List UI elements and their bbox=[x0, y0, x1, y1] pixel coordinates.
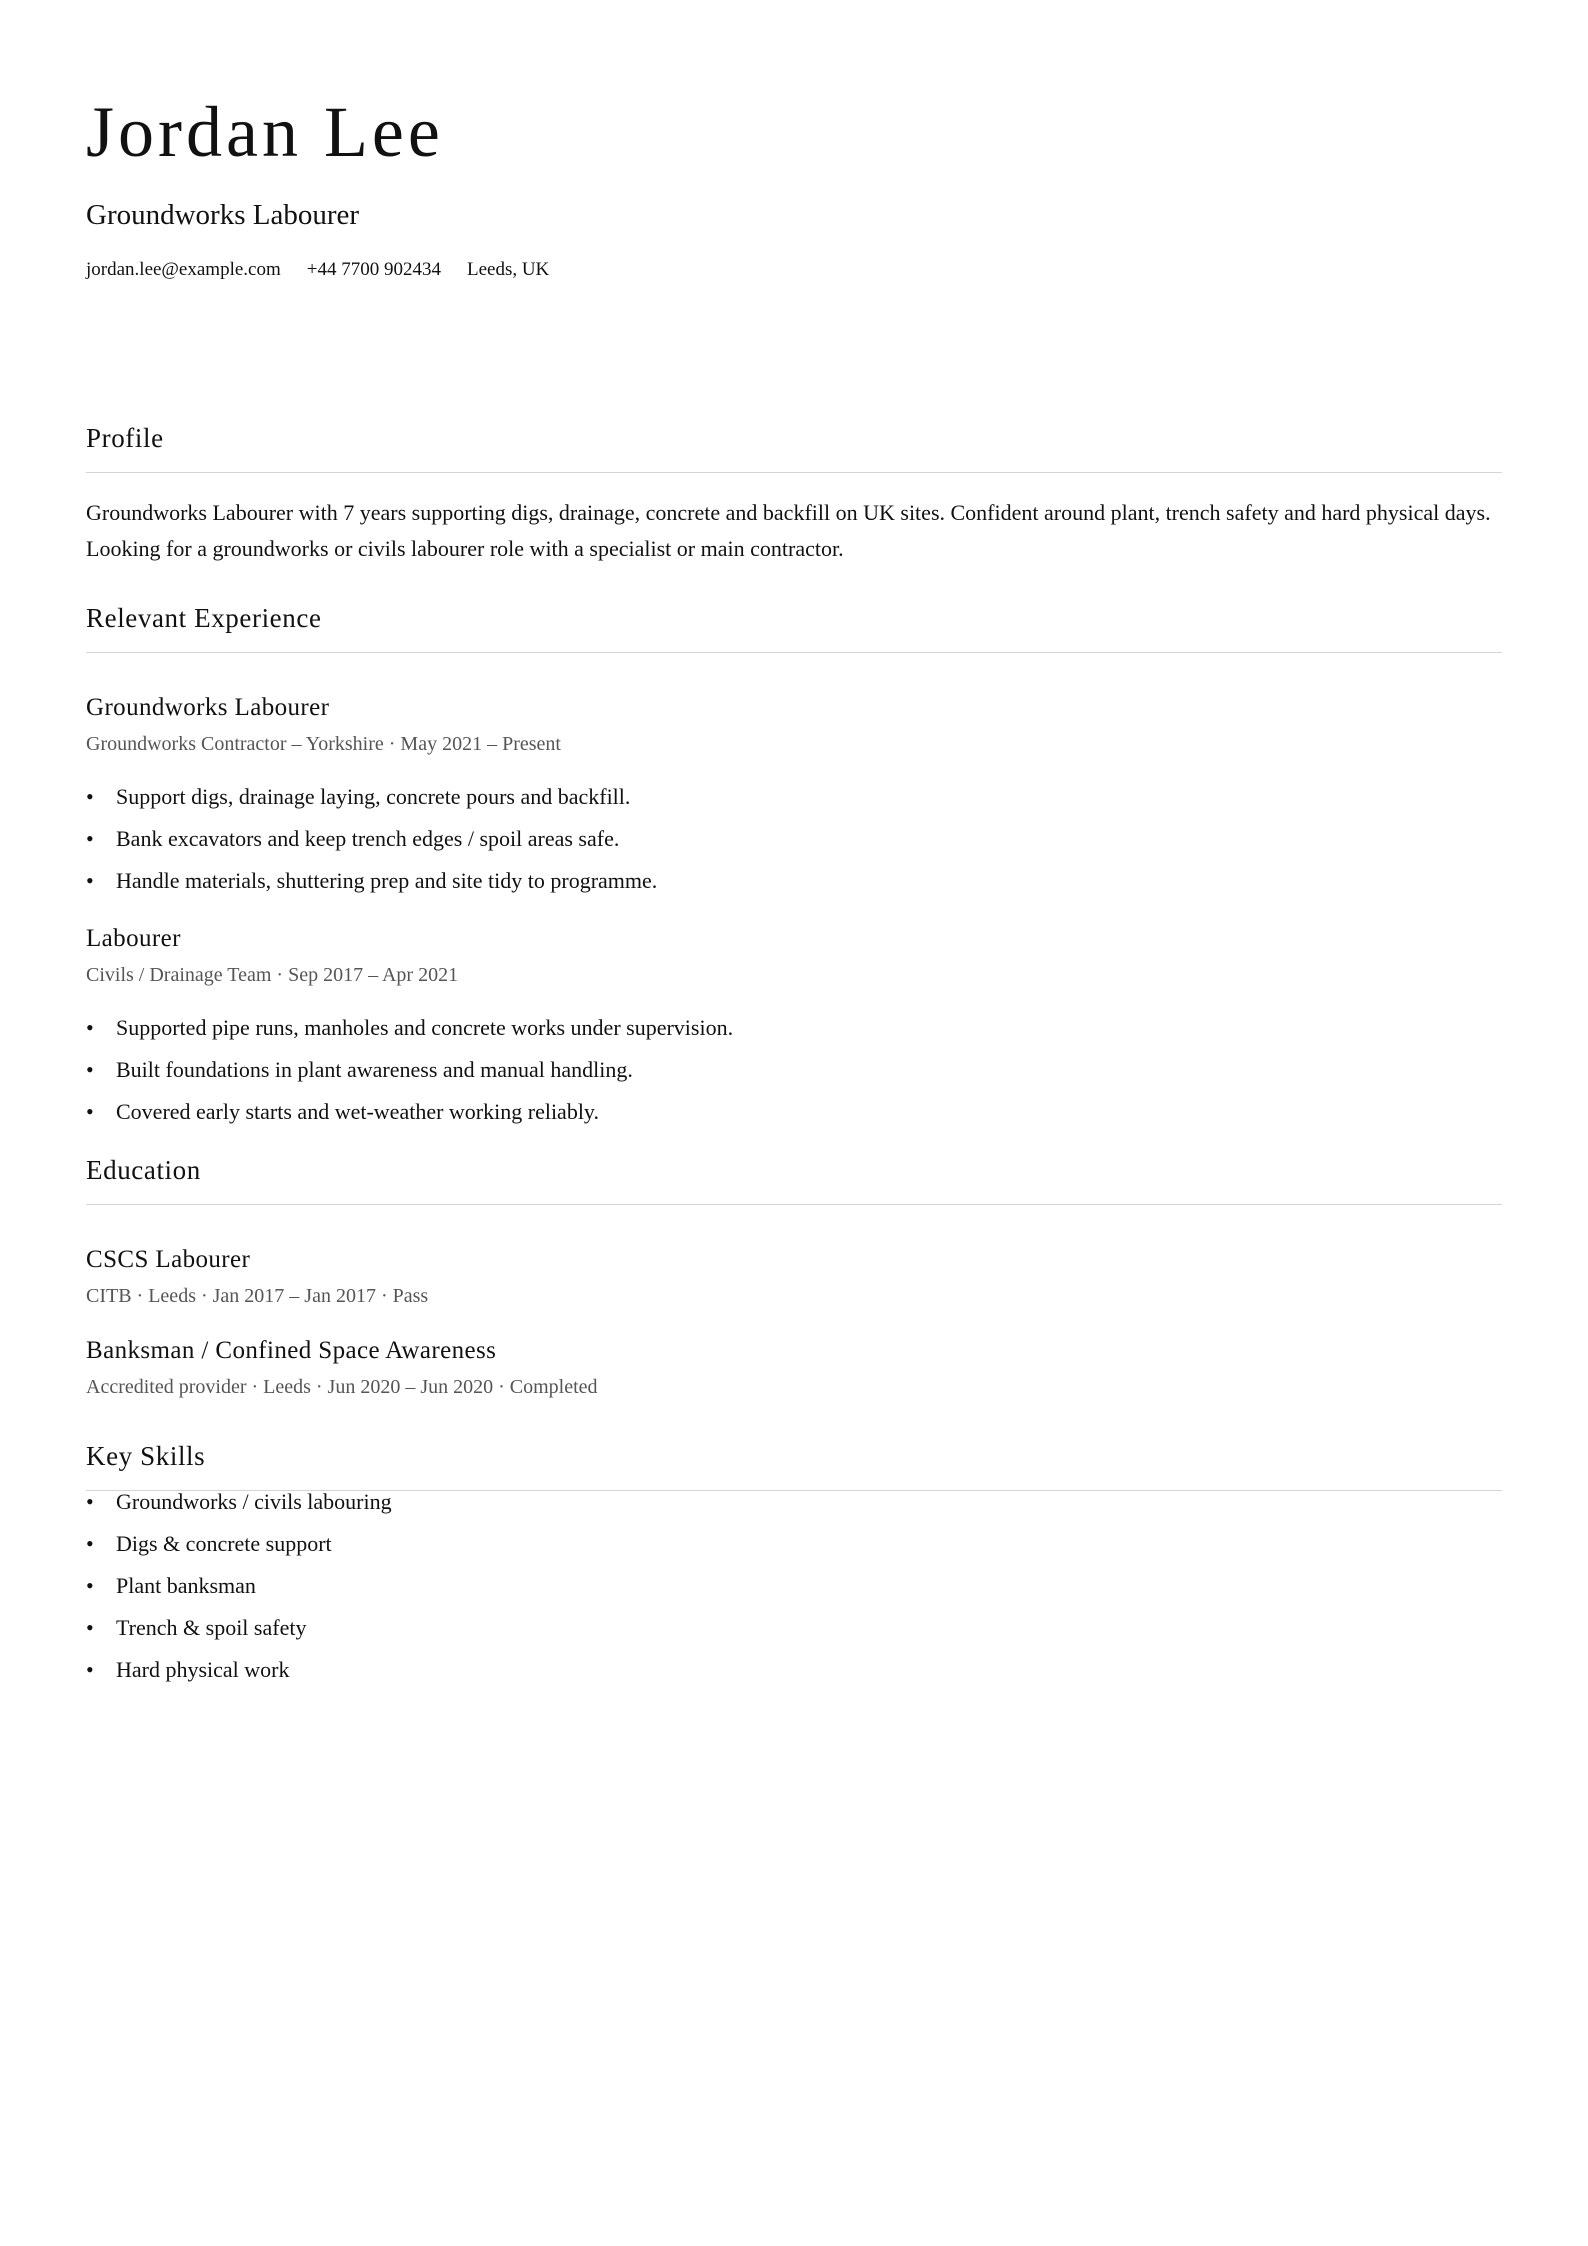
list-item: • Plant banksman bbox=[86, 1575, 1502, 1597]
candidate-name: Jordan Lee bbox=[86, 92, 444, 172]
experience-heading: Relevant Experience bbox=[86, 605, 1502, 653]
skills-heading: Key Skills bbox=[86, 1443, 1502, 1491]
experience-section bbox=[86, 602, 1502, 1124]
education-subtitle: CITB · Leeds · Jan 2017 – Jan 2017 · Pass bbox=[86, 1284, 429, 1307]
list-item: • Handle materials, shuttering prep and site tidy to programme. bbox=[86, 870, 1502, 892]
experience-subtitle: Groundworks Contractor – Yorkshire · May 2021 – Present bbox=[86, 732, 561, 755]
education-heading: Education bbox=[86, 1157, 1502, 1205]
education-title: CSCS Labourer bbox=[86, 1245, 251, 1273]
list-item: • Support digs, drainage laying, concrete pours and backfill. bbox=[86, 786, 1502, 808]
experience-list bbox=[86, 695, 1502, 1123]
education-subtitle: Accredited provider · Leeds · Jun 2020 – Jun 2020 · Completed bbox=[86, 1375, 598, 1398]
contact-location: Leeds, UK bbox=[466, 258, 550, 280]
contact-line bbox=[86, 259, 1502, 281]
list-item: • Bank excavators and keep trench edges / spoil areas safe. bbox=[86, 828, 1502, 850]
education-list bbox=[86, 1247, 1502, 1397]
list-item: • Built foundations in plant awareness and manual handling. bbox=[86, 1059, 1502, 1081]
list-item: • Trench & spoil safety bbox=[86, 1617, 1502, 1639]
list-item: • Covered early starts and wet-weather working reliably. bbox=[86, 1101, 1502, 1123]
list-item: • Supported pipe runs, manholes and concrete works under supervision. bbox=[86, 1017, 1502, 1039]
list-item: • Hard physical work bbox=[86, 1659, 1502, 1681]
candidate-title: Groundworks Labourer bbox=[86, 199, 360, 231]
experience-title: Groundworks Labourer bbox=[86, 693, 330, 721]
experience-title: Labourer bbox=[86, 924, 181, 952]
experience-bullets bbox=[86, 783, 1502, 893]
resume-header bbox=[86, 92, 1502, 281]
skills-list bbox=[86, 1488, 1502, 1682]
list-item: • Groundworks / civils labouring bbox=[86, 1491, 1502, 1513]
profile-text: Groundworks Labourer with 7 years supporting digs, drainage, concrete and backfill on UK sites. Confident around plant, trench safety and hard physical days. Looking for a groundworks or civils labourer role with a specialist or main contractor. bbox=[86, 499, 1491, 561]
experience-bullets bbox=[86, 1014, 1502, 1124]
education-entry bbox=[86, 1247, 1502, 1306]
education-section bbox=[86, 1154, 1502, 1398]
contact-phone: +44 7700 902434 bbox=[306, 258, 441, 280]
education-title: Banksman / Confined Space Awareness bbox=[86, 1336, 497, 1364]
list-item: • Digs & concrete support bbox=[86, 1533, 1502, 1555]
profile-section bbox=[86, 422, 1502, 567]
profile-heading: Profile bbox=[86, 425, 1502, 473]
contact-email: jordan.lee@example.com bbox=[86, 258, 281, 280]
education-entry bbox=[86, 1338, 1502, 1397]
experience-entry bbox=[86, 695, 1502, 892]
skills-section bbox=[86, 1440, 1502, 1682]
experience-subtitle: Civils / Drainage Team · Sep 2017 – Apr 2021 bbox=[86, 963, 459, 986]
experience-entry bbox=[86, 926, 1502, 1123]
